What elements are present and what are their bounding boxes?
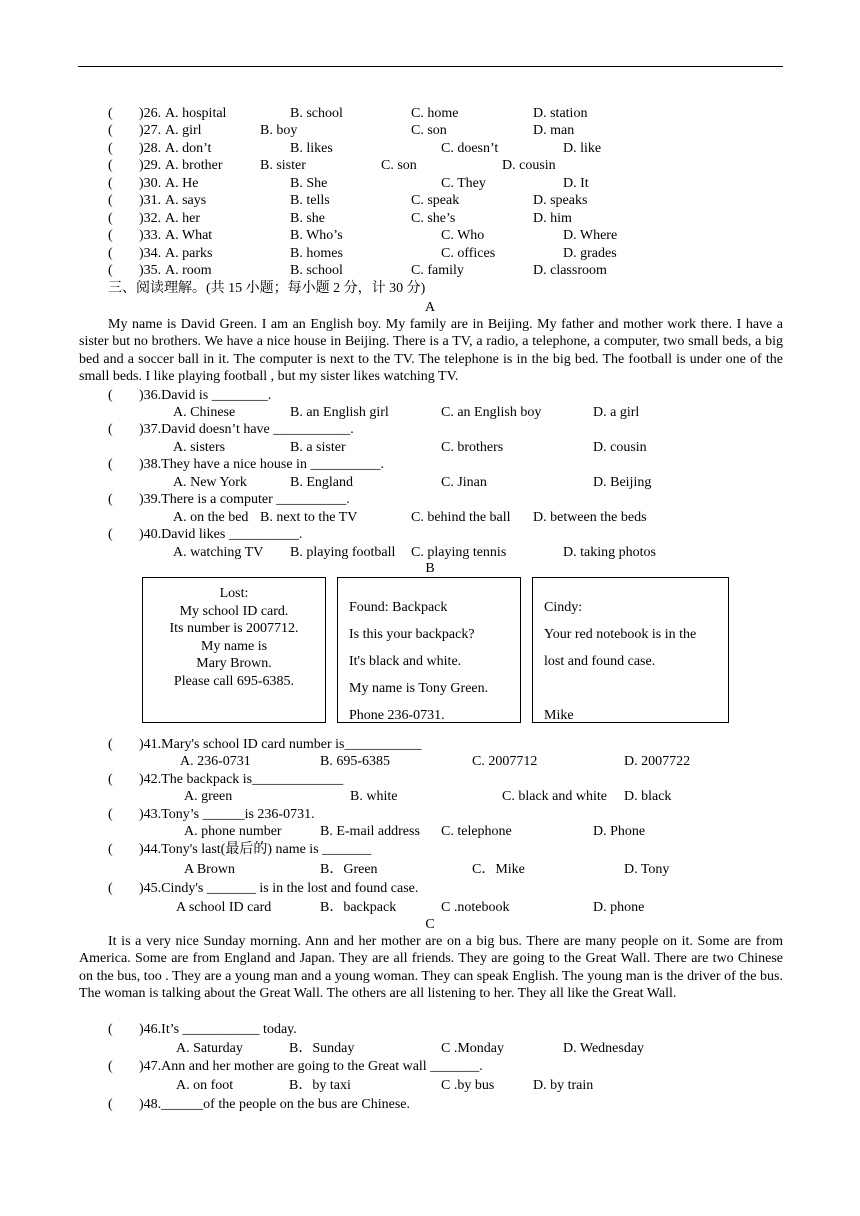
answer-blank-close: )30.	[139, 176, 162, 191]
option-d: D. classroom	[533, 263, 607, 278]
option-c: C. offices	[441, 246, 496, 261]
question-number: 43	[143, 807, 158, 822]
option-c: C. telephone	[441, 824, 512, 839]
option-d: D. a girl	[593, 405, 640, 420]
question-number: 31	[143, 193, 158, 208]
answer-blank-close: )33.	[139, 228, 162, 243]
option-b: B. likes	[290, 141, 333, 156]
option-d: D. Tony	[624, 862, 670, 877]
option-a: A. room	[165, 263, 212, 278]
option-d: D. Where	[563, 228, 618, 243]
answer-blank-close: )34.	[139, 246, 162, 261]
option-a: A. phone number	[184, 824, 282, 839]
question-number: 45	[143, 881, 158, 896]
lost-notice-line: My school ID card.	[179, 603, 289, 619]
question-stem: There is a computer __________.	[161, 492, 350, 507]
option-d: D. taking photos	[563, 545, 656, 560]
option-c: C. 2007712	[472, 754, 538, 769]
answer-blank-close: )48.______of the people on the bus are Chinese.	[139, 1097, 410, 1112]
question-stem: The backpack is_____________	[161, 772, 344, 787]
answer-blank-close: )40.David likes __________.	[139, 527, 303, 542]
answer-blank-open: (	[108, 842, 113, 857]
question-number: 46	[143, 1022, 158, 1037]
option-b: B. 695-6385	[320, 754, 390, 769]
option-b: B. She	[290, 176, 328, 191]
answer-blank-close: )42.The backpack is_____________	[139, 772, 344, 787]
option-c: C .by bus	[441, 1078, 495, 1093]
question-number: 35	[143, 263, 158, 278]
option-a: A. watching TV	[173, 545, 264, 560]
answer-blank-open: (	[108, 1059, 113, 1074]
found-notice-line: Found: Backpack	[349, 600, 448, 615]
answer-blank-close: )45.Cindy's _______ is in the lost and found case.	[139, 881, 419, 896]
answer-blank-close: )44.Tony's last(最后的) name is _______	[139, 842, 372, 857]
option-b: B. England	[290, 475, 353, 490]
option-a: A. girl	[165, 123, 202, 138]
question-number: 30	[143, 176, 158, 191]
lost-notice-box	[142, 577, 326, 723]
answer-blank-close: )31.	[139, 193, 162, 208]
found-notice-line: It's black and white.	[349, 654, 462, 669]
option-d: D. him	[533, 211, 572, 226]
option-b: B. playing football	[290, 545, 396, 560]
lost-notice-line: Mary Brown.	[196, 656, 272, 671]
question-number: 44	[143, 842, 158, 857]
question-number: 37	[143, 422, 158, 437]
option-a: A. brother	[165, 158, 223, 173]
answer-blank-open: (	[108, 457, 113, 472]
answer-blank-open: (	[108, 228, 113, 243]
option-a: A. her	[165, 211, 200, 226]
answer-blank-close: )38.They have a nice house in __________.	[139, 457, 384, 472]
lost-notice-line: Lost:	[219, 586, 249, 601]
option-a: A Brown	[184, 862, 235, 877]
option-b: B. next to the TV	[260, 510, 358, 525]
answer-blank-close: )46.It’s ___________ today.	[139, 1022, 297, 1037]
option-d: D. cousin	[593, 440, 647, 455]
option-b: B．Sunday	[289, 1041, 355, 1056]
question-number: 42	[143, 772, 158, 787]
option-a: A. don’t	[165, 141, 212, 156]
option-c: C. behind the ball	[411, 510, 511, 525]
option-b: B. Who’s	[290, 228, 343, 243]
answer-blank-close: )29.	[139, 158, 162, 173]
question-stem: Cindy's _______ is in the lost and found case.	[161, 881, 419, 896]
option-c: C. playing tennis	[411, 545, 507, 560]
question-stem: ______of the people on the bus are Chinese.	[161, 1097, 410, 1112]
answer-blank-open: (	[108, 211, 113, 226]
answer-blank-open: (	[108, 737, 113, 752]
question-stem: David is ________.	[161, 388, 272, 403]
option-d: D. between the beds	[533, 510, 647, 525]
answer-blank-close: )26.	[139, 106, 162, 121]
option-b: B．Green	[320, 862, 378, 877]
option-b: B. white	[350, 789, 398, 804]
question-number: 39	[143, 492, 158, 507]
question-number: 27	[143, 123, 158, 138]
option-a: A. says	[165, 193, 207, 208]
option-d: D. like	[563, 141, 602, 156]
option-c: C. family	[411, 263, 464, 278]
option-c: C. doesn’t	[441, 141, 499, 156]
answer-blank-close: )41.Mary's school ID card number is___________	[139, 737, 422, 752]
option-d: D. speaks	[533, 193, 588, 208]
answer-blank-open: (	[108, 492, 113, 507]
found-notice-line: My name is Tony Green.	[349, 681, 489, 696]
option-a: A school ID card	[176, 900, 272, 915]
found-notice-box	[337, 577, 521, 723]
note-line: Mike	[544, 708, 574, 723]
answer-blank-open: (	[108, 176, 113, 191]
option-c: C．Mike	[472, 862, 525, 877]
passage-c-letter: C	[425, 917, 435, 932]
note-line: lost and found case.	[544, 654, 656, 669]
answer-blank-open: (	[108, 527, 113, 542]
header-rule	[78, 66, 783, 67]
option-d: D. cousin	[502, 158, 556, 173]
option-b: B. boy	[260, 123, 298, 138]
option-c: C. Jinan	[441, 475, 487, 490]
answer-blank-open: (	[108, 1022, 113, 1037]
option-a: A. 236-0731	[180, 754, 251, 769]
answer-blank-open: (	[108, 1097, 113, 1112]
lost-notice-line: Please call 695-6385.	[173, 673, 295, 689]
answer-blank-close: )43.Tony’s ______is 236-0731.	[139, 807, 315, 822]
option-a: A. Chinese	[173, 405, 236, 420]
option-c: C. son	[411, 123, 447, 138]
note-box	[532, 577, 729, 723]
question-stem: It’s ___________ today.	[161, 1022, 297, 1037]
option-c: C. home	[411, 106, 459, 121]
question-number: 34	[143, 246, 158, 261]
option-c: C. she’s	[411, 211, 456, 226]
question-number: 48	[143, 1097, 158, 1112]
option-d: D. black	[624, 789, 672, 804]
passage-a-letter: A	[424, 300, 436, 315]
option-b: B. school	[290, 106, 343, 121]
option-a: A. Saturday	[176, 1041, 243, 1056]
option-c: C. brothers	[441, 440, 504, 455]
found-notice-line: Phone 236-0731.	[349, 708, 445, 723]
option-c: C. They	[441, 176, 486, 191]
option-d: D. It	[563, 176, 589, 191]
question-stem: Mary's school ID card number is___________	[161, 737, 422, 752]
question-number: 33	[143, 228, 158, 243]
answer-blank-open: (	[108, 881, 113, 896]
answer-blank-close: )37.David doesn’t have ___________.	[139, 422, 354, 437]
option-d: D. station	[533, 106, 588, 121]
option-d: D. phone	[593, 900, 645, 915]
option-a: A. What	[165, 228, 213, 243]
note-line: Cindy:	[544, 600, 583, 615]
answer-blank-close: )27.	[139, 123, 162, 138]
question-stem: They have a nice house in __________.	[161, 457, 384, 472]
option-b: B. sister	[260, 158, 306, 173]
option-b: B. tells	[290, 193, 330, 208]
option-b: B. homes	[290, 246, 343, 261]
option-b: B. a sister	[290, 440, 346, 455]
question-number: 40	[143, 527, 158, 542]
passage-b-letter: B	[425, 561, 435, 576]
answer-blank-open: (	[108, 422, 113, 437]
lost-notice-line: Its number is 2007712.	[169, 621, 299, 636]
option-a: A. New York	[173, 475, 247, 490]
option-c: C. Who	[441, 228, 485, 243]
option-a: A. green	[184, 789, 233, 804]
option-d: D. Wednesday	[563, 1041, 645, 1056]
option-c: C. an English boy	[441, 405, 542, 420]
note-line: Your red notebook is in the	[544, 627, 697, 642]
lost-notice-line: My name is	[200, 638, 268, 654]
option-d: D. man	[533, 123, 575, 138]
option-a: A. hospital	[165, 106, 227, 121]
option-b: B. E-mail address	[320, 824, 420, 839]
answer-blank-open: (	[108, 141, 113, 156]
option-c: C. speak	[411, 193, 460, 208]
question-number: 47	[143, 1059, 158, 1074]
answer-blank-open: (	[108, 193, 113, 208]
answer-blank-close: )39.There is a computer __________.	[139, 492, 350, 507]
option-d: D. Beijing	[593, 475, 652, 490]
option-a: A. on the bed	[173, 510, 249, 525]
question-stem: Ann and her mother are going to the Great wall _______.	[161, 1059, 483, 1074]
answer-blank-open: (	[108, 772, 113, 787]
option-a: A. sisters	[173, 440, 226, 455]
answer-blank-open: (	[108, 158, 113, 173]
option-d: D. grades	[563, 246, 617, 261]
passage-a-text: My name is David Green. I am an English boy. My family are in Beijing. My father and mother work there. I have a sister but no brothers. We have a nice house in Beijing. There is a TV, a radio, a telephone, a computer, two small beds, a big bed and a soccer ball in it. The computer is next to the TV. The telephone is in the big bed. The football is under one of the small beds. I like playing football , but my sister likes watching TV.	[79, 317, 783, 385]
answer-blank-open: (	[108, 246, 113, 261]
option-c: C .notebook	[441, 900, 510, 915]
option-a: A. parks	[165, 246, 213, 261]
question-number: 36	[143, 388, 158, 403]
question-number: 29	[143, 158, 158, 173]
answer-blank-close: )47.Ann and her mother are going to the Great wall _______.	[139, 1059, 483, 1074]
question-number: 38	[143, 457, 158, 472]
question-number: 28	[143, 141, 158, 156]
question-stem: David doesn’t have ___________.	[161, 422, 354, 437]
option-a: A. on foot	[176, 1078, 234, 1093]
answer-blank-open: (	[108, 807, 113, 822]
option-d: D. 2007722	[624, 754, 691, 769]
option-b: B．by taxi	[289, 1078, 351, 1093]
answer-blank-close: )32.	[139, 211, 162, 226]
answer-blank-open: (	[108, 106, 113, 121]
option-b: B. school	[290, 263, 343, 278]
question-number: 26	[143, 106, 158, 121]
answer-blank-open: (	[108, 263, 113, 278]
section-three-title: 三、阅读理解。(共 15 小题；每小题 2 分，计 30 分)	[108, 281, 426, 296]
option-b: B. an English girl	[290, 405, 389, 420]
answer-blank-close: )36.David is ________.	[139, 388, 272, 403]
option-c: C. black and white	[502, 789, 607, 804]
option-c: C .Monday	[441, 1041, 504, 1056]
question-stem: Tony's last(最后的) name is _______	[161, 842, 372, 857]
question-number: 41	[143, 737, 158, 752]
answer-blank-close: )28.	[139, 141, 162, 156]
option-a: A. He	[165, 176, 199, 191]
option-b: B. she	[290, 211, 325, 226]
option-b: B．backpack	[320, 900, 397, 915]
question-number: 32	[143, 211, 158, 226]
option-c: C. son	[381, 158, 417, 173]
found-notice-line: Is this your backpack?	[349, 627, 475, 642]
option-d: D. Phone	[593, 824, 646, 839]
option-d: D. by train	[533, 1078, 594, 1093]
question-stem: Tony’s ______is 236-0731.	[161, 807, 315, 822]
answer-blank-close: )35.	[139, 263, 162, 278]
note-line	[544, 675, 728, 702]
question-stem: David likes __________.	[161, 527, 303, 542]
passage-c-text: It is a very nice Sunday morning. Ann and her mother are on a big bus. There are many people on it. Some are from America. Some are from England and Japan. They are all friends. They are going to the Great Wall. There are two Chinese on the bus, too . They are a young man and a young woman. They can speak English. The young man is the driver of the bus. The woman is talking about the Great Wall. The others are all listening to her. They all like the Great Wall.	[79, 934, 783, 1002]
answer-blank-open: (	[108, 123, 113, 138]
answer-blank-open: (	[108, 388, 113, 403]
